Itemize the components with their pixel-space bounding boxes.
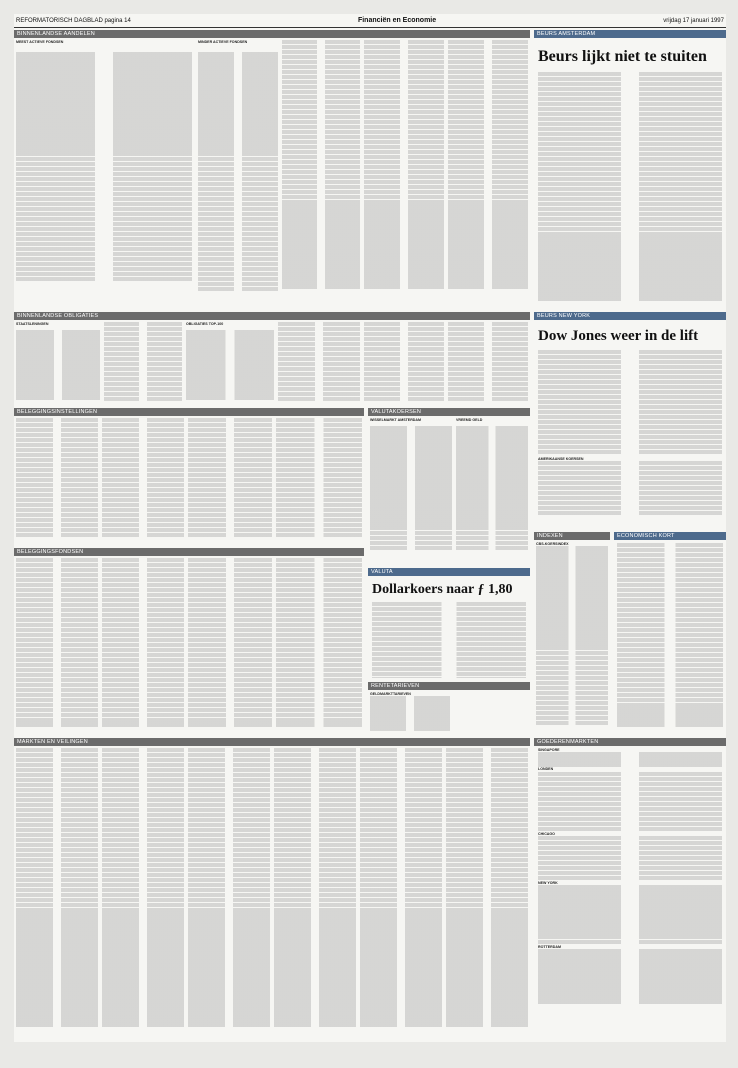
staatsleningen-table [16,322,100,400]
table-rows [278,322,360,401]
table-rows [538,461,722,515]
table-column [104,322,182,402]
article-body [614,540,726,727]
table-column [102,418,184,538]
table-column [282,40,360,289]
subhead: MEEST ACTIEVE FONDSEN [16,40,64,44]
subhead: GELDMARKTTARIEVEN [370,692,411,696]
cbs-koersindex-table [534,540,610,728]
table-rows [538,949,722,1003]
table-column [102,558,184,727]
table-rows [536,546,608,725]
subhead: CHICAGO [538,831,555,836]
section-goederenmarkten [534,738,726,1042]
article-column [446,748,528,1027]
table-rows [16,558,98,727]
table-column [16,558,98,727]
masthead [14,14,726,28]
table-column [16,418,98,538]
table-rows [102,558,184,727]
table-column [188,558,272,727]
vreemd-geld-table [456,418,528,551]
section-indexen [534,532,610,732]
subhead: NEW YORK [538,880,558,885]
amerikaanse-koersen-table [534,455,726,516]
table-column [278,322,360,402]
section-header: BEURS AMSTERDAM [534,30,726,38]
masthead-date: vrijdag 17 januari 1997 [663,17,724,24]
table-column [364,40,444,289]
table-rows [364,322,444,401]
section-header: ECONOMISCH KORT [614,532,726,540]
section-header: GOEDERENMARKTEN [534,738,726,746]
article-body [534,350,726,454]
section-header: BELEGGINGSINSTELLINGEN [14,408,364,416]
subhead: LONDEN [538,767,554,772]
article-body [534,72,726,301]
table-rows [102,418,184,537]
table-column [448,322,528,402]
table-rows [538,752,722,766]
table-column [188,418,272,538]
table-rows [448,40,528,289]
table-rows [104,322,182,401]
meest-actieve-table [16,40,192,282]
table-rows [188,558,272,727]
table-column [276,418,362,538]
table-column [448,40,528,289]
table-column [364,322,444,402]
table-rows [448,322,528,401]
subhead: OBLIGATIES TOP-100 [186,322,224,326]
table-rows [188,418,272,537]
section-header: BEURS NEW YORK [534,312,726,320]
table-rows [16,52,192,281]
section-header: RENTETARIEVEN [368,682,530,690]
subhead: CBS-KOERSINDEX [536,542,569,546]
section-valutakoersen [368,408,530,564]
obligaties-top-table [186,322,274,400]
article-column [16,748,98,1027]
section-beurs-amsterdam [534,30,726,308]
section-rentetarieven [368,682,530,734]
article-column [188,748,270,1027]
section-beurs-new-york [534,312,726,528]
section-header: BELEGGINGSFONDSEN [14,548,364,556]
subhead: AMERIKAANSE KOERSEN [538,456,584,461]
table-rows [16,418,98,537]
section-binnenlandse-aandelen [14,30,530,308]
table-rows [276,558,362,727]
section-markten-en-veilingen [14,738,530,1042]
subhead: SINGAPORE [538,748,560,752]
section-header: BINNENLANDSE OBLIGATIES [14,312,530,320]
subhead: STAATSLENINGEN [16,322,49,326]
table-rows [538,836,722,880]
geldmarkttarieven-table [368,690,530,733]
table-rows [370,426,452,550]
section-economisch-kort [614,532,726,732]
section-header: VALUTA [368,568,530,576]
section-beleggingsfondsen [14,548,364,734]
section-valuta [368,568,530,678]
section-beleggingsinstellingen [14,408,364,544]
table-rows [198,52,278,291]
table-rows [364,40,444,289]
table-rows [538,772,722,831]
article-body [368,602,530,678]
section-header: BINNENLANDSE AANDELEN [14,30,530,38]
section-header: VALUTAKOERSEN [368,408,530,416]
headline: Dow Jones weer in de lift [538,328,699,344]
subhead: MINDER ACTIEVE FONDSEN [198,40,248,44]
table-rows [186,330,274,399]
wisselmarkt-table [370,418,452,551]
subhead: ROTTERDAM [538,945,561,950]
goederen-table [534,746,726,1006]
table-rows [370,696,450,730]
masthead-title: Financiën en Economie [357,17,437,24]
table-rows [16,330,100,399]
table-column [276,558,362,727]
table-rows [276,418,362,537]
table-rows [456,426,528,550]
masthead-left: REFORMATORISCH DAGBLAD pagina 14 [16,17,131,24]
newspaper-page [14,14,726,1042]
article-column [102,748,184,1027]
table-rows [282,40,360,289]
article-column [360,748,442,1027]
section-binnenlandse-obligaties [14,312,530,404]
subhead: VREEMD GELD [456,418,483,422]
table-rows [538,885,722,944]
article-column [274,748,356,1027]
subhead: WISSELMARKT AMSTERDAM [370,418,421,422]
section-header: MARKTEN EN VEILINGEN [14,738,530,746]
headline: Beurs lijkt niet te stuiten [538,48,707,65]
headline: Dollarkoers naar ƒ 1,80 [372,582,513,597]
section-header: INDEXEN [534,532,610,540]
minder-actieve-table [198,40,278,292]
